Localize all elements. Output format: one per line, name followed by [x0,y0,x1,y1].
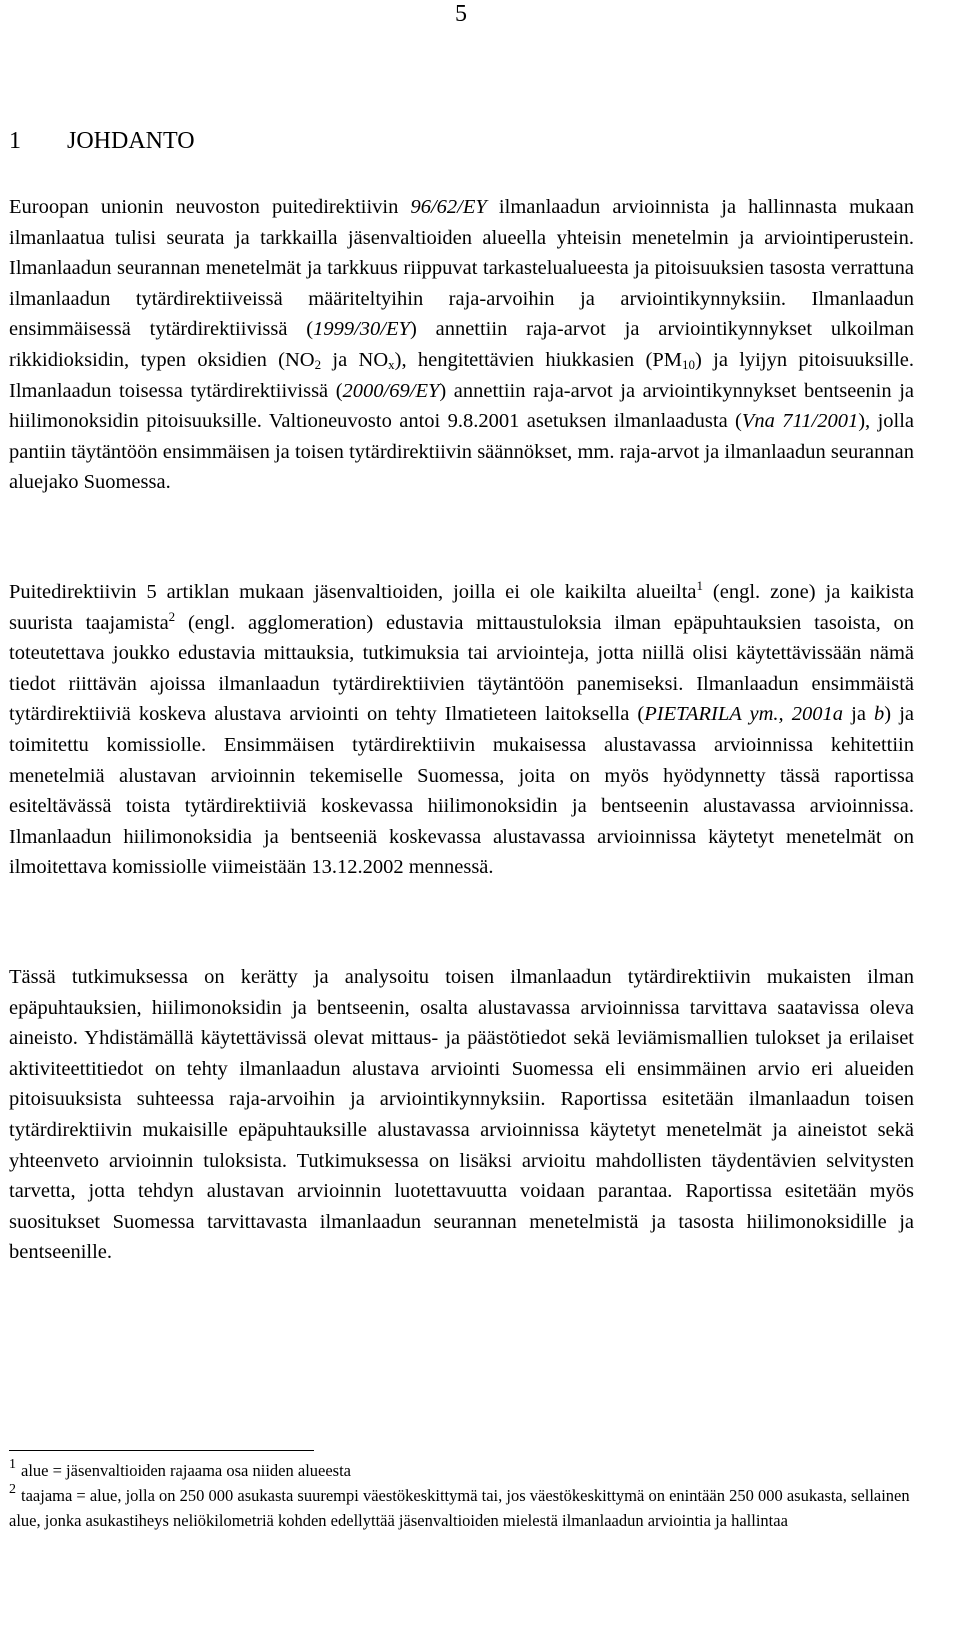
text-run: ja [843,703,875,726]
page-number: 5 [455,1,467,27]
text-run: ), jolla pantiin täytäntöön ensimmäisen ja toisen tytärdirektiivin säännökset, mm. raja-arvot ja ilmanlaadun seurannan aluejako Suomessa. [9,410,915,494]
text-run: Euroopan unionin neuvoston puitedirektiivin [9,196,411,218]
footnotes [9,1458,914,1533]
paragraph-2 [9,577,914,883]
footnote-mark: 1 [9,1457,16,1472]
section-title: JOHDANTO [67,128,195,154]
footnote-ref: 2 [168,608,176,624]
footnote-1 [9,1458,914,1483]
text-run: (engl. agglomeration) edustavia mittaustuloksia ilman epäpuhtauksien tasoista, on toteutettava joukko edustavia mittauksia, tutkimuksia tai arviointeja, jotta niillä olisi käytettävissään nämä tiedot riittävän ajoissa ilmanlaadun tytärdirektiivien täytäntöön panemiseksi. Ilmanlaadun ensimmäistä tytärdirektiiviä koskeva alustava arviointi on tehty Ilmatieteen laitoksella ( [9,611,915,726]
section-heading [9,126,195,156]
subscript: 2 [314,356,322,372]
paragraph-3: Tässä tutkimuksessa on kerätty ja analysoitu toisen ilmanlaadun tytärdirektiivin mukaisten ilman epäpuhtauksien, hiilimonoksidin ja bentseenin, osalta alustavassa arvioinnissa tarvittava saatavissa oleva aineisto. Yhdistämällä käytettävissä olevat mittaus- ja päästötiedot sekä leviämismallien tulokset ja erilaiset aktiviteettitiedot on tehty ilmanlaadun alustava arviointi Suomessa eli ensimmäinen arvio eri alueiden pitoisuuksista suhteessa raja-arvoihin ja arviointikynnyksiin. Raportissa esitetään ilmanlaadun toisen tytärdirektiivin mukaisille epäpuhtauksille alustavassa arvioinnissa käytetyt menetelmät ja aineistot sekä yhteenveto arvioinnin tuloksista. Tutkimuksessa on lisäksi arvioitu mahdollisten täydentävien selvitysten tarvetta, jotta tehdyn alustavan arvioinnin luotettavuutta voidaan parantaa. Raportissa esitetään myös suositukset Suomessa tarvittavasta ilmanlaadun seurannan menetelmistä ja tasosta hiilimonoksidille ja bentseenille. [9,966,914,1264]
section-number: 1 [9,128,21,154]
text-run: ) ja toimitettu komissiolle. Ensimmäisen tytärdirektiivin mukaisessa alustavassa arvioinnissa kehitettiin menetelmiä alustavan arvioinnin tekemiselle Suomessa, joita on myös hyödynnetty tässä raportissa esiteltävässä toista tytärdirektiiviä koskevassa hiilimonoksidin ja bentseenin alustavassa arvioinnissa. Ilmanlaadun hiilimonoksidia ja bentseeniä koskevassa alustavassa arvioinnissa käytetyt menetelmät on ilmoitettava komissiolle viimeistään 13.12.2002 mennessä. [9,703,915,879]
text-run: (engl. zone) ja kaikista suurista taajamista [9,581,914,634]
text-run: ) annettiin raja-arvot ja arviointikynnykset bentseenin ja hiilimonoksidin pitoisuuksille. Valtioneuvosto antoi 9.8.2001 asetuksen ilmanlaadusta ( [9,379,914,433]
subscript: 10 [681,356,695,372]
reference: b [874,703,885,726]
footnote-divider [9,1450,314,1451]
text-run: Puitedirektiivin 5 artiklan mukaan jäsenvaltioiden, joilla ei ole kaikilta alueilta [9,581,697,603]
reference: 96/62/EY [410,196,487,218]
paragraph-1 [9,192,914,498]
reference: 2000/69/EY [342,379,440,402]
footnote-text: alue = jäsenvaltioiden rajaama osa niiden alueesta [21,1461,351,1480]
text-run: ), hengitettävien hiukkasien (PM [394,348,682,371]
text-run: ) ja lyijyn pitoisuuksille. Ilmanlaadun toisessa tytärdirektiivissä ( [9,348,915,402]
subscript: x [388,356,395,372]
footnote-2 [9,1483,914,1533]
text-run: ilmanlaadun arvioinnista ja hallinnasta mukaan ilmanlaatua tulisi seurata ja tarkkailla jäsenvaltioiden alueella yhteisin menetelmin ja arviointiperustein. Ilmanlaadun seurannan menetelmät ja tarkkuus riippuvat tarkastelualueesta ja pitoisuuksien tasosta verrattuna ilmanlaadun tytärdirektiiveissä määriteltyihin raja-arvoihin ja arviointikynnyksiin. Ilmanlaadun ensimmäisessä tytärdirektiivissä ( [9,196,915,341]
footnote-text: taajama = alue, jolla on 250 000 asukasta suurempi väestökeskittymä tai, jos väestökeskittymä on enintään 250 000 asukasta, sellainen alue, jonka asukastiheys neliökilometriä kohden edellyttää jäsenvaltioiden mielestä ilmanlaadun arviointia ja hallintaa [9,1486,910,1530]
reference: Vna 711/2001 [741,410,859,433]
text-run: ) annettiin raja-arvot ja arviointikynnykset ulkoilman rikkidioksidin, typen oksidien (NO [9,318,914,371]
reference: 1999/30/EY [313,318,410,341]
footnote-ref: 1 [696,578,704,593]
text-run: ja NO [321,348,389,371]
reference: PIETARILA ym., 2001a [644,703,844,726]
footnote-mark: 2 [9,1482,16,1497]
